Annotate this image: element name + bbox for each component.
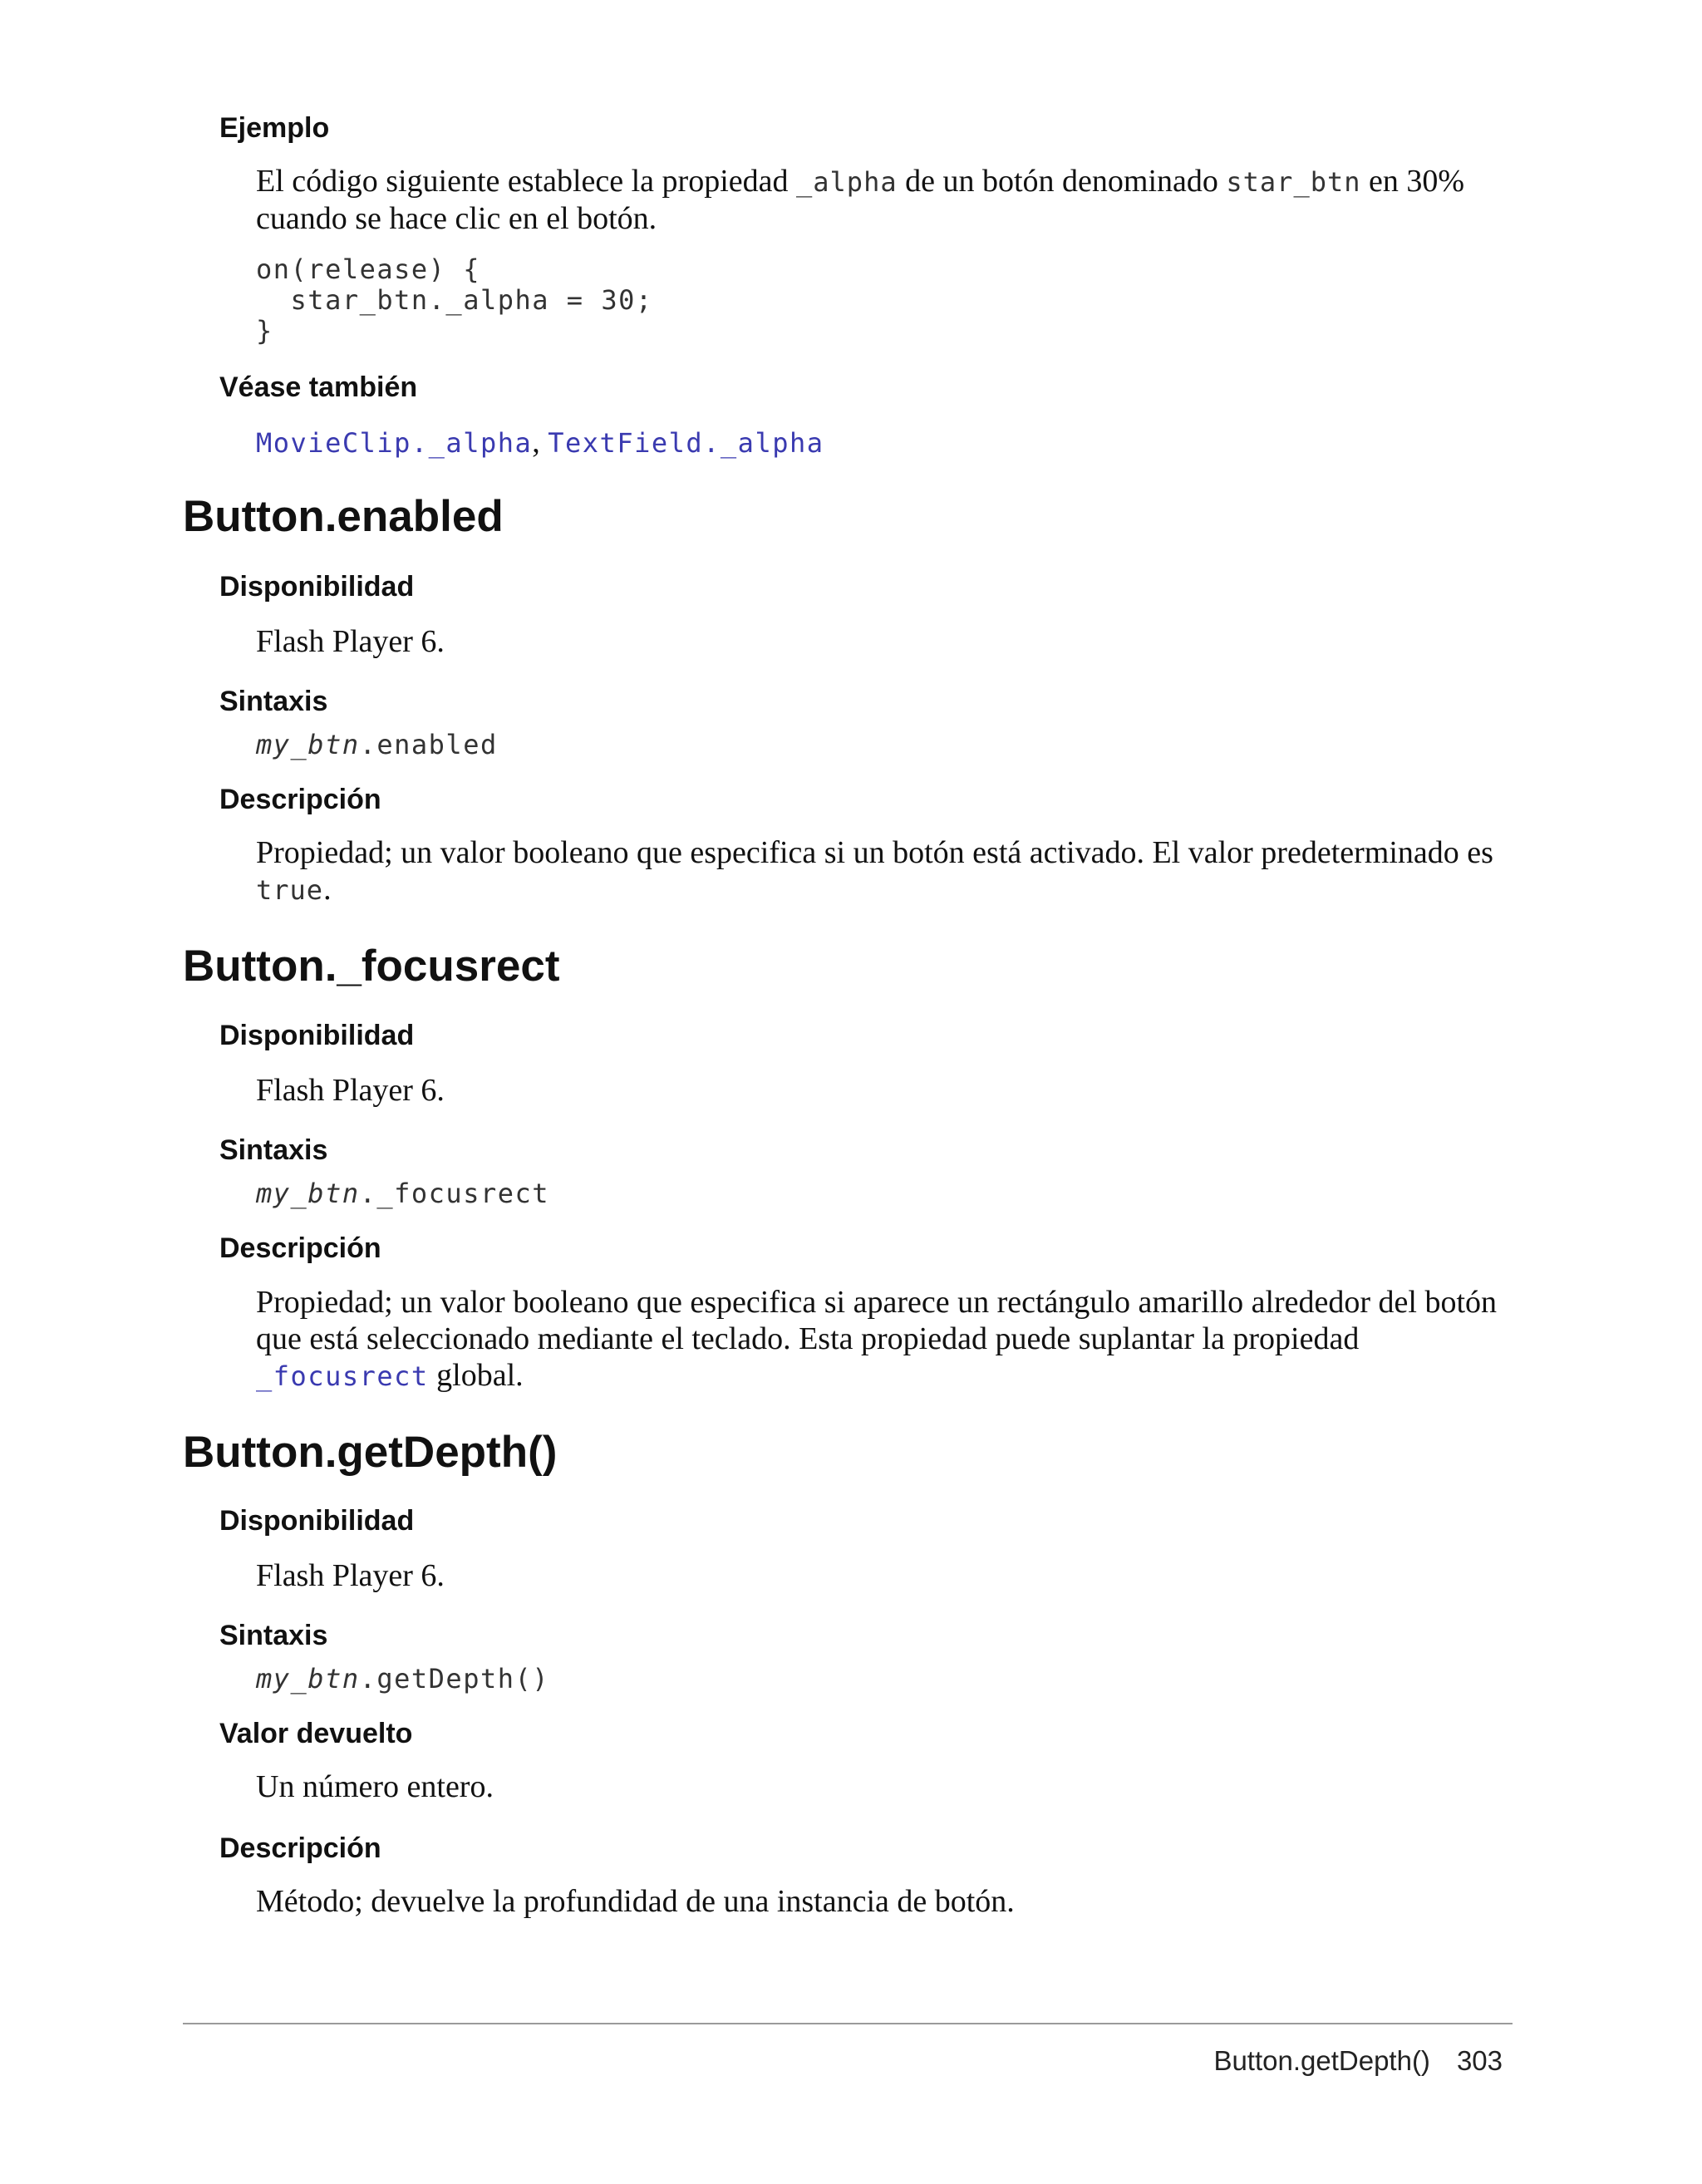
description-paragraph xyxy=(256,1284,1519,1395)
description-paragraph xyxy=(256,834,1519,908)
availability-text: Flash Player 6. xyxy=(256,1073,445,1108)
syntax-heading: Sintaxis xyxy=(219,1620,328,1651)
example-code-star-btn: star_btn xyxy=(1226,166,1361,198)
link-movieclip-alpha[interactable]: MovieClip._alpha xyxy=(256,427,533,459)
availability-text: Flash Player 6. xyxy=(256,1558,445,1593)
section-title-button-enabled: Button.enabled xyxy=(183,492,504,541)
see-also-links xyxy=(256,424,1519,461)
availability-text: Flash Player 6. xyxy=(256,624,445,659)
description-text: Método; devuelve la profundidad de una instancia de botón. xyxy=(256,1884,1015,1919)
availability-heading: Disponibilidad xyxy=(219,571,415,603)
code-line: star_btn._alpha = 30; xyxy=(256,284,653,316)
syntax-instance: my_btn xyxy=(256,729,360,760)
description-end: global. xyxy=(428,1358,524,1393)
return-value-text: Un número entero. xyxy=(256,1769,494,1804)
link-textfield-alpha[interactable]: TextField._alpha xyxy=(548,427,824,459)
syntax-instance: my_btn xyxy=(256,1178,360,1209)
example-code-alpha: _alpha xyxy=(796,166,898,198)
example-code-block xyxy=(256,254,653,347)
description-code-true: true xyxy=(256,874,324,906)
section-title-button-getdepth: Button.getDepth() xyxy=(183,1428,558,1477)
see-also-separator: , xyxy=(532,425,548,460)
syntax-line xyxy=(256,1662,549,1695)
code-line: } xyxy=(256,315,273,347)
link-focusrect[interactable]: _focusrect xyxy=(256,1360,429,1392)
description-text: Propiedad; un valor booleano que especifica si un botón está activado. El valor predeterminado es xyxy=(256,835,1493,870)
example-text-2: de un botón denominado xyxy=(897,164,1227,199)
footer-divider xyxy=(183,2023,1513,2024)
description-heading: Descripción xyxy=(219,1232,381,1264)
availability-heading: Disponibilidad xyxy=(219,1020,415,1051)
example-text-1: El código siguiente establece la propiedad xyxy=(256,164,796,199)
section-title-button-focusrect: Button._focusrect xyxy=(183,942,560,991)
example-paragraph xyxy=(256,163,1519,237)
running-title: Button.getDepth() xyxy=(1213,2045,1430,2076)
syntax-instance: my_btn xyxy=(256,1663,360,1695)
availability-heading: Disponibilidad xyxy=(219,1505,415,1537)
example-text-3: en 30% cuando se hace clic en el botón. xyxy=(256,164,1465,236)
syntax-member: .enabled xyxy=(359,729,498,760)
example-heading: Ejemplo xyxy=(219,112,330,144)
syntax-heading: Sintaxis xyxy=(219,686,328,717)
description-heading: Descripción xyxy=(219,1832,381,1864)
description-text: Propiedad; un valor booleano que especifica si aparece un rectángulo amarillo alrededor del botón que está seleccionado mediante el teclado. Esta propiedad puede suplantar la propiedad xyxy=(256,1285,1498,1356)
return-value-heading: Valor devuelto xyxy=(219,1718,413,1749)
syntax-member: ._focusrect xyxy=(359,1178,550,1209)
page-footer xyxy=(1213,2044,1503,2078)
description-heading: Descripción xyxy=(219,784,381,815)
description-end: . xyxy=(323,872,332,907)
syntax-member: .getDepth() xyxy=(359,1663,550,1695)
syntax-line xyxy=(256,1177,549,1210)
syntax-line xyxy=(256,728,498,761)
syntax-heading: Sintaxis xyxy=(219,1134,328,1166)
see-also-heading: Véase también xyxy=(219,371,418,403)
page-number: 303 xyxy=(1456,2045,1503,2076)
code-line: on(release) { xyxy=(256,253,480,285)
